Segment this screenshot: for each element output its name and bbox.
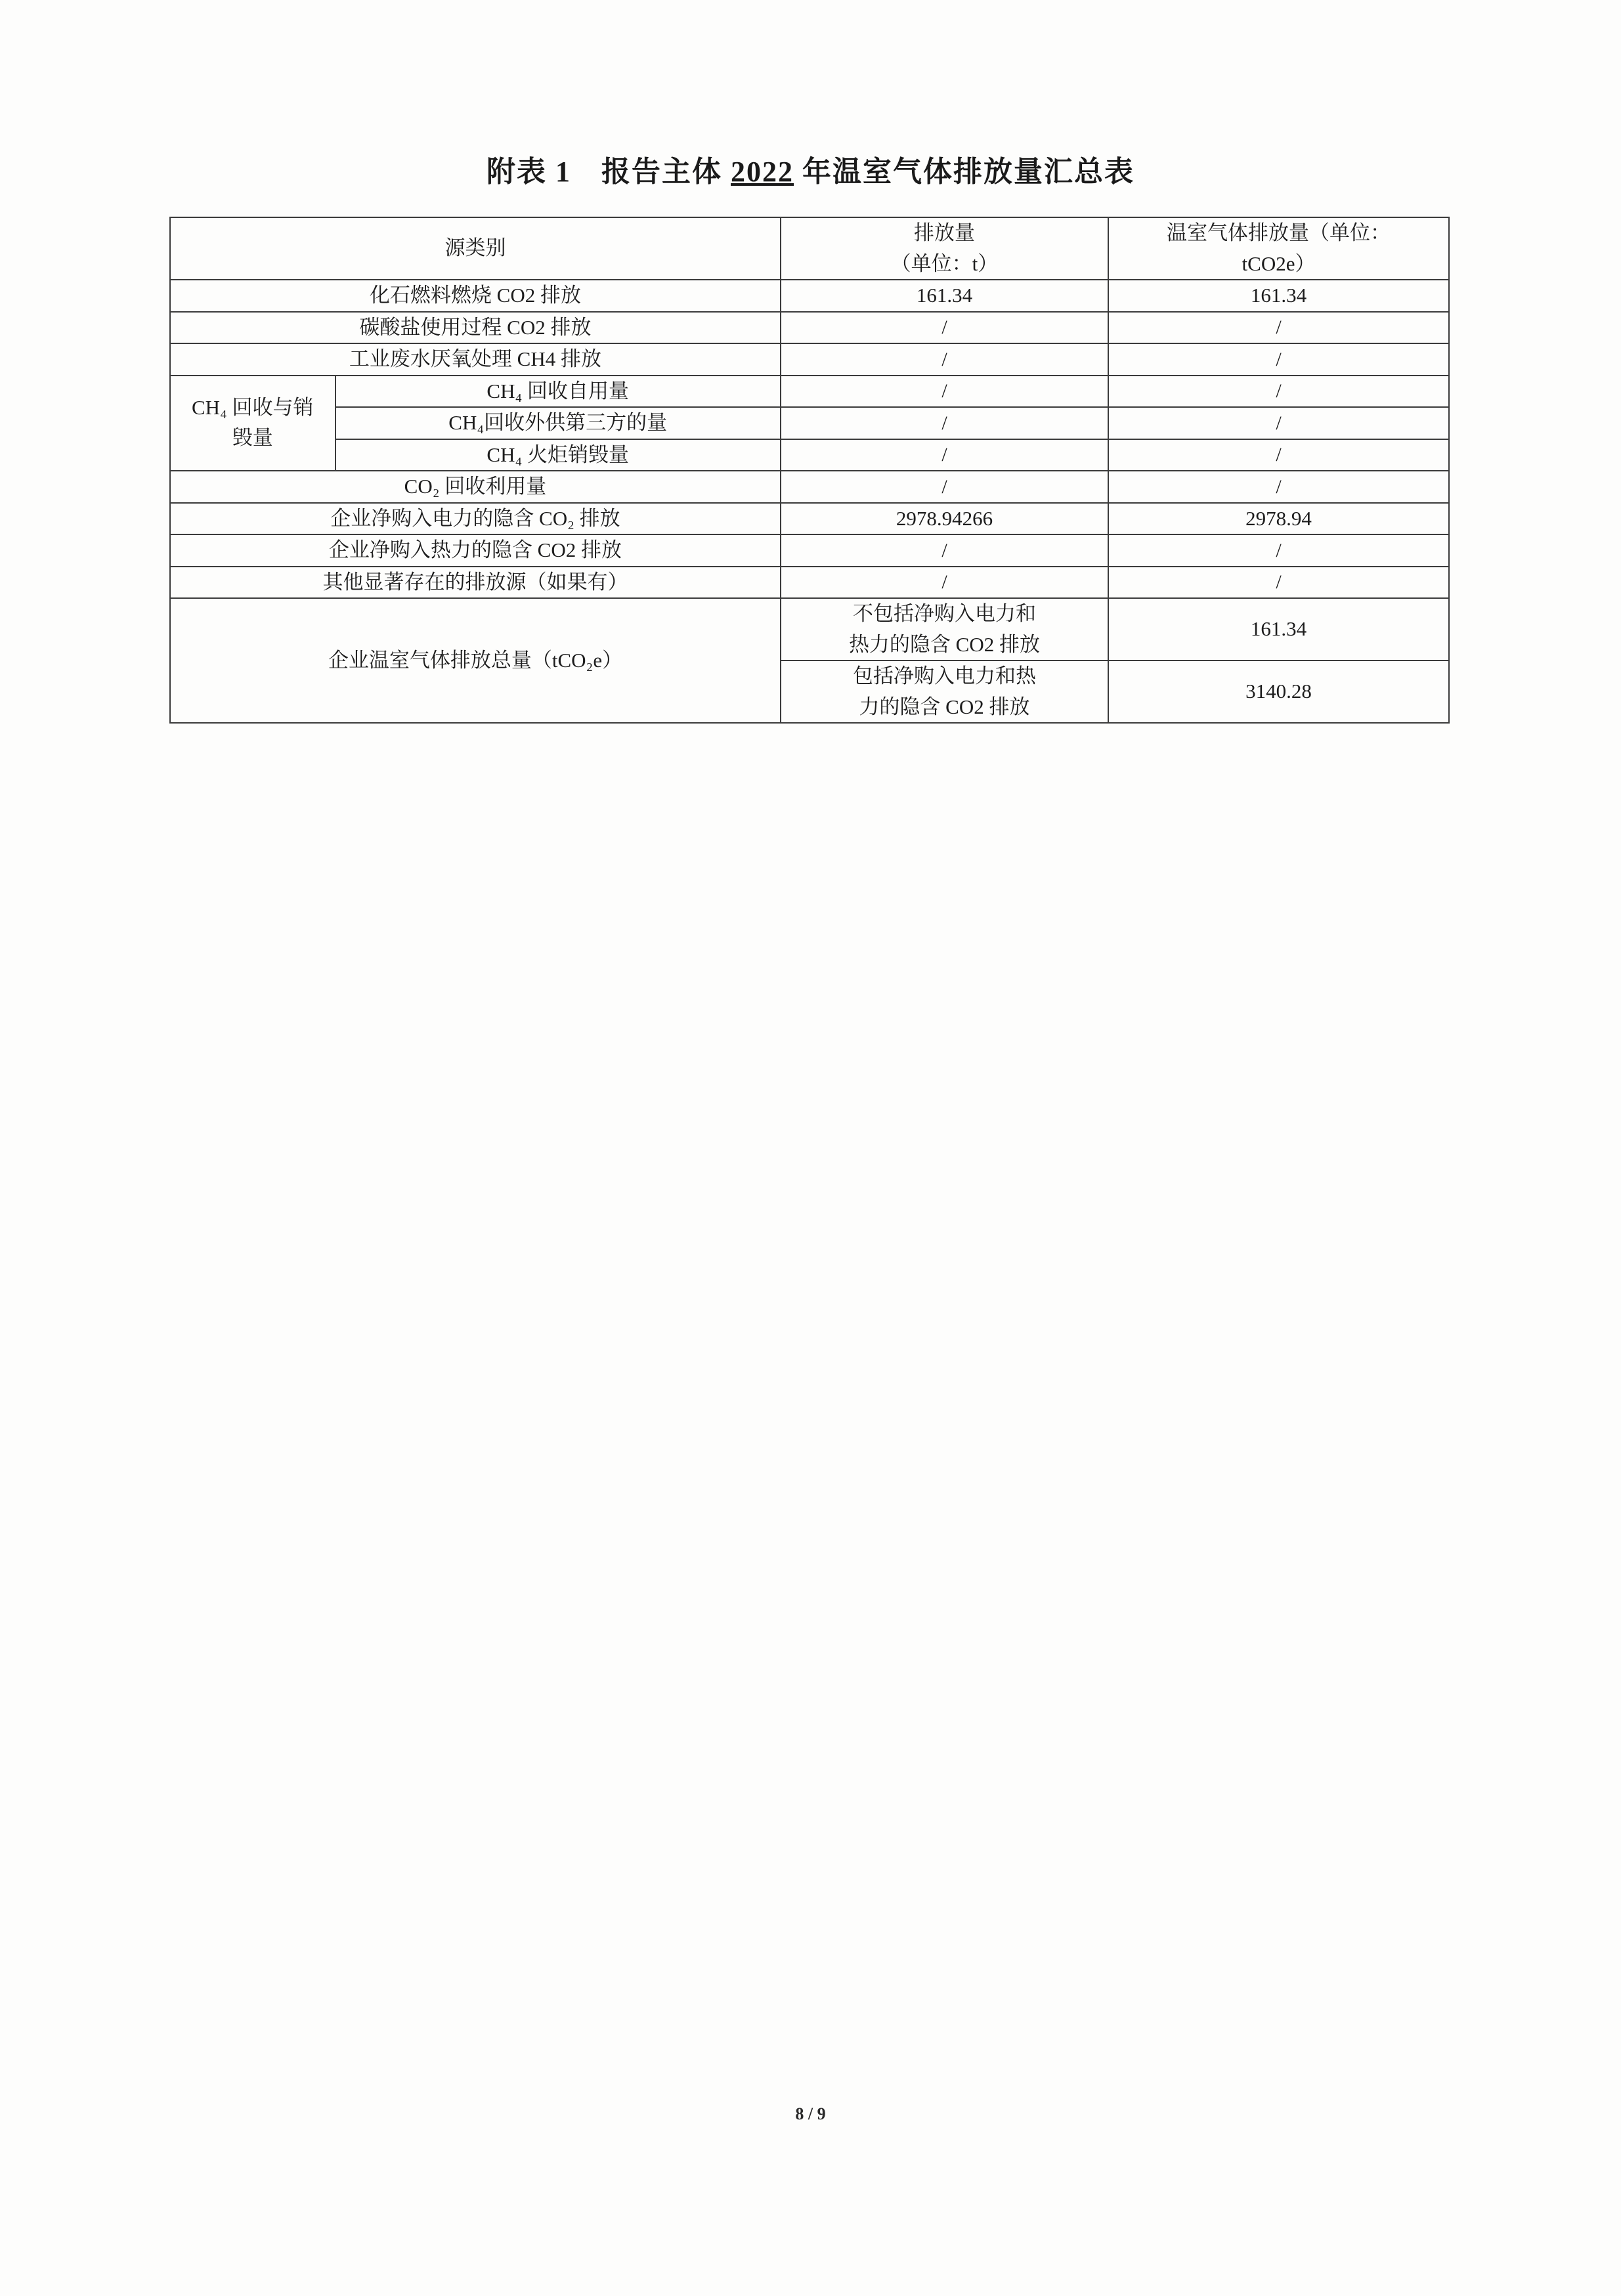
- ch4-item-label: CH₄ 火炬销毁量: [335, 439, 781, 471]
- total-item-desc: [781, 598, 1108, 661]
- ch4-item-label: CH₄回收外供第三方的量: [335, 407, 781, 439]
- total-item-value: 161.34: [1108, 598, 1449, 661]
- table-row-ch4-recovery-2: [170, 407, 1449, 439]
- ch4-item-ghg: /: [1108, 439, 1449, 471]
- table-row: [170, 567, 1449, 599]
- total-group-label: 企业温室气体排放总量（tCO₂e）: [170, 598, 781, 723]
- header-emission-line1: 排放量: [913, 221, 975, 244]
- ch4-item-ghg: /: [1108, 376, 1449, 408]
- row-emission-value: /: [781, 312, 1108, 344]
- header-emission-amount: [781, 217, 1108, 280]
- total-item-value: 3140.28: [1108, 661, 1449, 723]
- row-emission-value: /: [781, 471, 1108, 503]
- total-item-desc-line1: 包括净购入电力和热: [852, 664, 1036, 687]
- ch4-item-ghg: /: [1108, 407, 1449, 439]
- row-label: 其他显著存在的排放源（如果有）: [170, 567, 781, 599]
- row-ghg-value: /: [1108, 312, 1449, 344]
- row-label: 碳酸盐使用过程 CO2 排放: [170, 312, 781, 344]
- total-item-desc: [781, 661, 1108, 723]
- table-row: [170, 534, 1449, 567]
- header-ghg-line1: 温室气体排放量（单位：: [1167, 221, 1391, 244]
- row-emission-value: 2978.94266: [781, 503, 1108, 535]
- table-header-row: [170, 217, 1449, 280]
- row-label: 企业净购入电力的隐含 CO₂ 排放: [170, 503, 781, 535]
- table-row-ch4-recovery-3: [170, 439, 1449, 471]
- ch4-item-emission: /: [781, 407, 1108, 439]
- header-ghg-amount: [1108, 217, 1449, 280]
- table-row: [170, 280, 1449, 312]
- ch4-group-label: [170, 376, 335, 471]
- ch4-item-label: CH₄ 回收自用量: [335, 376, 781, 408]
- title-year: 2022: [731, 156, 794, 188]
- header-source-category: 源类别: [170, 217, 781, 280]
- ch4-item-emission: /: [781, 376, 1108, 408]
- row-label: 工业废水厌氧处理 CH4 排放: [170, 343, 781, 376]
- table-row: [170, 471, 1449, 503]
- row-emission-value: 161.34: [781, 280, 1108, 312]
- total-item-desc-line2: 力的隐含 CO2 排放: [859, 695, 1030, 718]
- header-ghg-line2: tCO2e）: [1242, 251, 1316, 275]
- row-emission-value: /: [781, 567, 1108, 599]
- row-ghg-value: /: [1108, 471, 1449, 503]
- table-row: [170, 312, 1449, 344]
- ch4-group-label-line1: CH₄ 回收与销: [191, 395, 314, 419]
- table-row-total-1: [170, 598, 1449, 661]
- table-row: [170, 503, 1449, 535]
- page-footer: 8 / 9: [795, 2104, 826, 2123]
- total-item-desc-line2: 热力的隐含 CO2 排放: [848, 632, 1041, 656]
- emissions-summary-table: [169, 217, 1450, 724]
- title-suffix: 年温室气体排放量汇总表: [794, 156, 1135, 188]
- total-item-desc-line1: 不包括净购入电力和: [852, 602, 1036, 625]
- row-ghg-value: /: [1108, 567, 1449, 599]
- header-emission-line2: （单位：t）: [890, 251, 999, 275]
- row-ghg-value: /: [1108, 534, 1449, 567]
- page-title: [0, 148, 1621, 190]
- row-ghg-value: 2978.94: [1108, 503, 1449, 535]
- row-emission-value: /: [781, 534, 1108, 567]
- row-label: CO₂ 回收利用量: [170, 471, 781, 503]
- table-row-ch4-recovery-1: [170, 376, 1449, 408]
- ch4-group-label-line2: 毁量: [232, 426, 273, 450]
- ch4-item-emission: /: [781, 439, 1108, 471]
- row-ghg-value: 161.34: [1108, 280, 1449, 312]
- title-prefix: 附表 1 报告主体: [486, 156, 731, 188]
- row-ghg-value: /: [1108, 343, 1449, 376]
- row-label: 企业净购入热力的隐含 CO2 排放: [170, 534, 781, 567]
- row-emission-value: /: [781, 343, 1108, 376]
- row-label: 化石燃料燃烧 CO2 排放: [170, 280, 781, 312]
- table-row: [170, 343, 1449, 376]
